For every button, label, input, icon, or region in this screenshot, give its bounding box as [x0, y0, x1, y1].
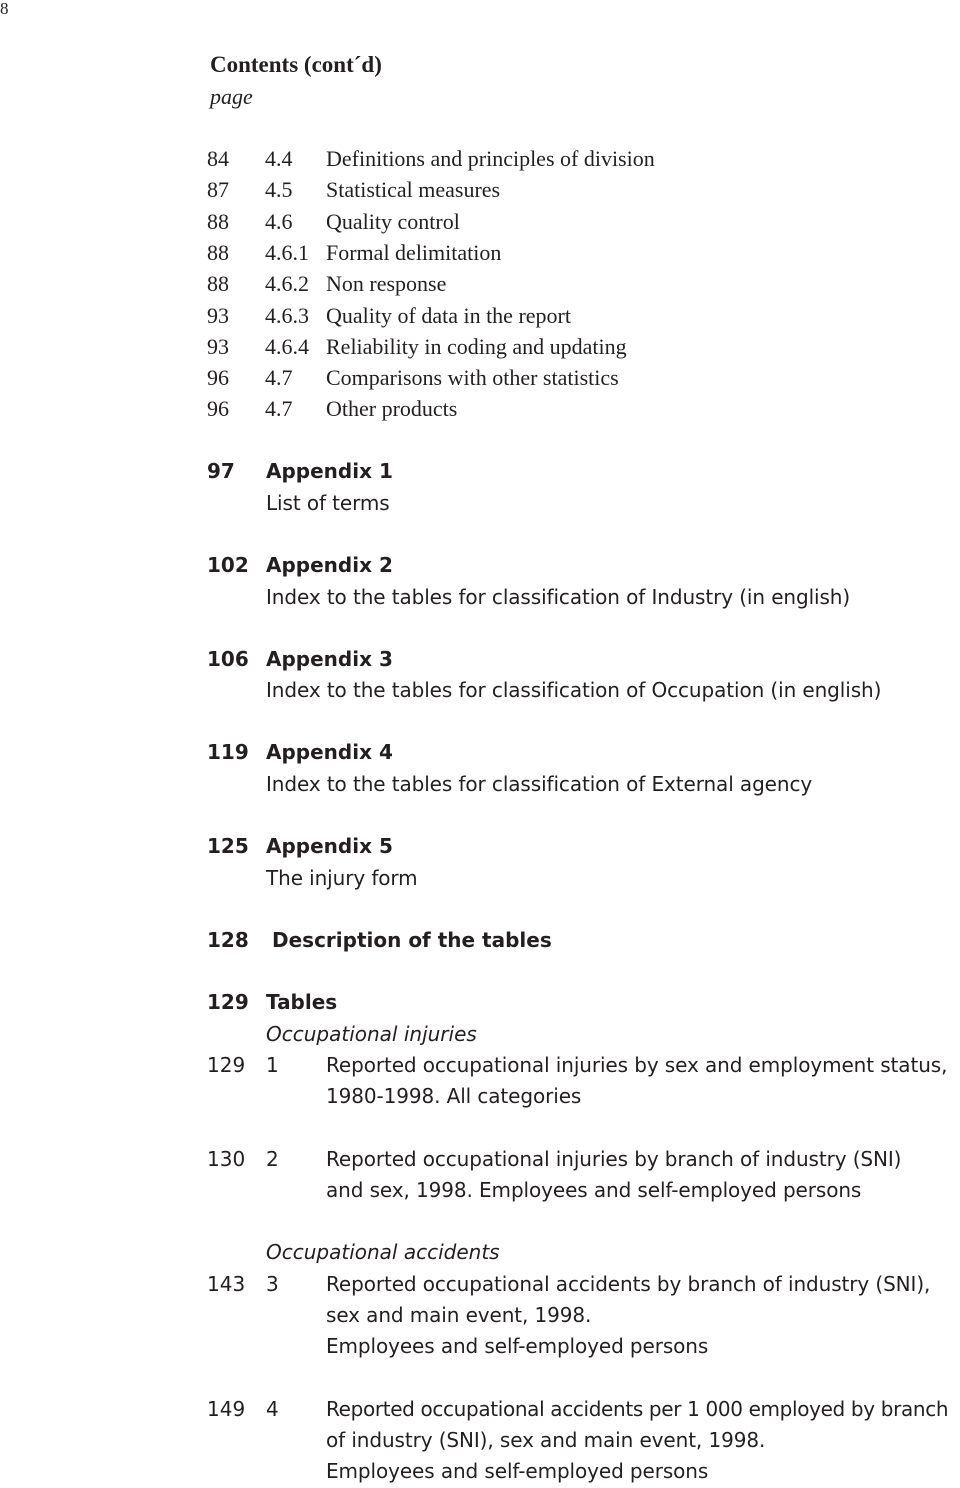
- toc-page-number: 102: [207, 553, 249, 577]
- table-title-line: sex and main event, 1998.: [326, 1303, 592, 1327]
- toc-section-title: Definitions and principles of division: [326, 146, 655, 171]
- toc-section-number: 4.6.2: [265, 271, 309, 296]
- page-column-label: page: [210, 84, 253, 109]
- table-title-line: Employees and self-employed persons: [326, 1459, 709, 1483]
- toc-page-number: 143: [207, 1272, 246, 1296]
- toc-section-number: 4.4: [265, 146, 293, 171]
- toc-section-title: Reliability in coding and updating: [326, 334, 627, 359]
- toc-page-number: 88: [207, 209, 229, 234]
- toc-page-number: 128: [207, 928, 249, 952]
- appendix-description: Index to the tables for classification of Occupation (in english): [266, 678, 882, 702]
- toc-section-number: 4.7: [265, 365, 293, 390]
- table-category-label: Occupational injuries: [266, 1022, 477, 1046]
- toc-section-title: Non response: [326, 271, 447, 296]
- table-title-line: and sex, 1998. Employees and self-employed persons: [326, 1178, 862, 1202]
- table-title-line: Reported occupational accidents by branch of industry (SNI),: [326, 1272, 931, 1296]
- toc-section-number: 4.5: [265, 177, 293, 202]
- table-title-line: Reported occupational injuries by branch of industry (SNI): [326, 1147, 902, 1171]
- toc-section-number: 4.6: [265, 209, 293, 234]
- toc-page-number: 93: [207, 334, 229, 359]
- toc-page-number: 125: [207, 834, 249, 858]
- toc-page-number: 106: [207, 647, 249, 671]
- table-number: 3: [266, 1272, 279, 1296]
- toc-section-number: 4.6.1: [265, 240, 309, 265]
- appendix-title: Appendix 1: [266, 459, 393, 483]
- toc-page-number: 119: [207, 740, 249, 764]
- toc-section-title: Other products: [326, 396, 458, 421]
- toc-page-number: 88: [207, 271, 229, 296]
- contents-title: Contents (cont´d): [210, 52, 382, 77]
- toc-section-number: 4.6.4: [265, 334, 309, 359]
- toc-page-number: 88: [207, 240, 229, 265]
- toc-page-number: 96: [207, 396, 229, 421]
- table-title-line: Reported occupational accidents per 1 000 employed by branch: [326, 1397, 949, 1421]
- table-number: 2: [266, 1147, 279, 1171]
- toc-page-number: 129: [207, 1053, 246, 1077]
- appendix-title: Appendix 4: [266, 740, 393, 764]
- appendix-description: Index to the tables for classification of External agency: [266, 772, 813, 796]
- appendix-description: The injury form: [266, 866, 418, 890]
- toc-page-number: 96: [207, 365, 229, 390]
- appendix-title: Appendix 2: [266, 553, 393, 577]
- toc-page-number: 87: [207, 177, 229, 202]
- description-title: Description of the tables: [272, 928, 552, 952]
- appendix-description: List of terms: [266, 491, 390, 515]
- table-number: 1: [266, 1053, 279, 1077]
- toc-page-number: 149: [207, 1397, 246, 1421]
- appendix-description: Index to the tables for classification of Industry (in english): [266, 585, 851, 609]
- tables-title: Tables: [266, 990, 338, 1014]
- toc-section-title: Formal delimitation: [326, 240, 502, 265]
- toc-section-title: Comparisons with other statistics: [326, 365, 619, 390]
- table-title-line: Reported occupational injuries by sex and employment status,: [326, 1053, 948, 1077]
- toc-section-title: Quality control: [326, 209, 460, 234]
- toc-page-number: 129: [207, 990, 249, 1014]
- toc-page-number: 130: [207, 1147, 246, 1171]
- table-title-line: Employees and self-employed persons: [326, 1334, 709, 1358]
- table-title-line: of industry (SNI), sex and main event, 1998.: [326, 1428, 766, 1452]
- toc-section-number: 4.6.3: [265, 303, 309, 328]
- table-title-line: 1980-1998. All categories: [326, 1084, 582, 1108]
- toc-page-number: 93: [207, 303, 229, 328]
- toc-page-number: 84: [207, 146, 229, 171]
- appendix-title: Appendix 5: [266, 834, 393, 858]
- appendix-title: Appendix 3: [266, 647, 393, 671]
- toc-page-number: 97: [207, 459, 235, 483]
- toc-section-number: 4.7: [265, 396, 293, 421]
- table-category-label: Occupational accidents: [266, 1240, 500, 1264]
- toc-section-title: Quality of data in the report: [326, 303, 571, 328]
- table-number: 4: [266, 1397, 279, 1421]
- page-number: 8: [0, 0, 9, 18]
- toc-section-title: Statistical measures: [326, 177, 501, 202]
